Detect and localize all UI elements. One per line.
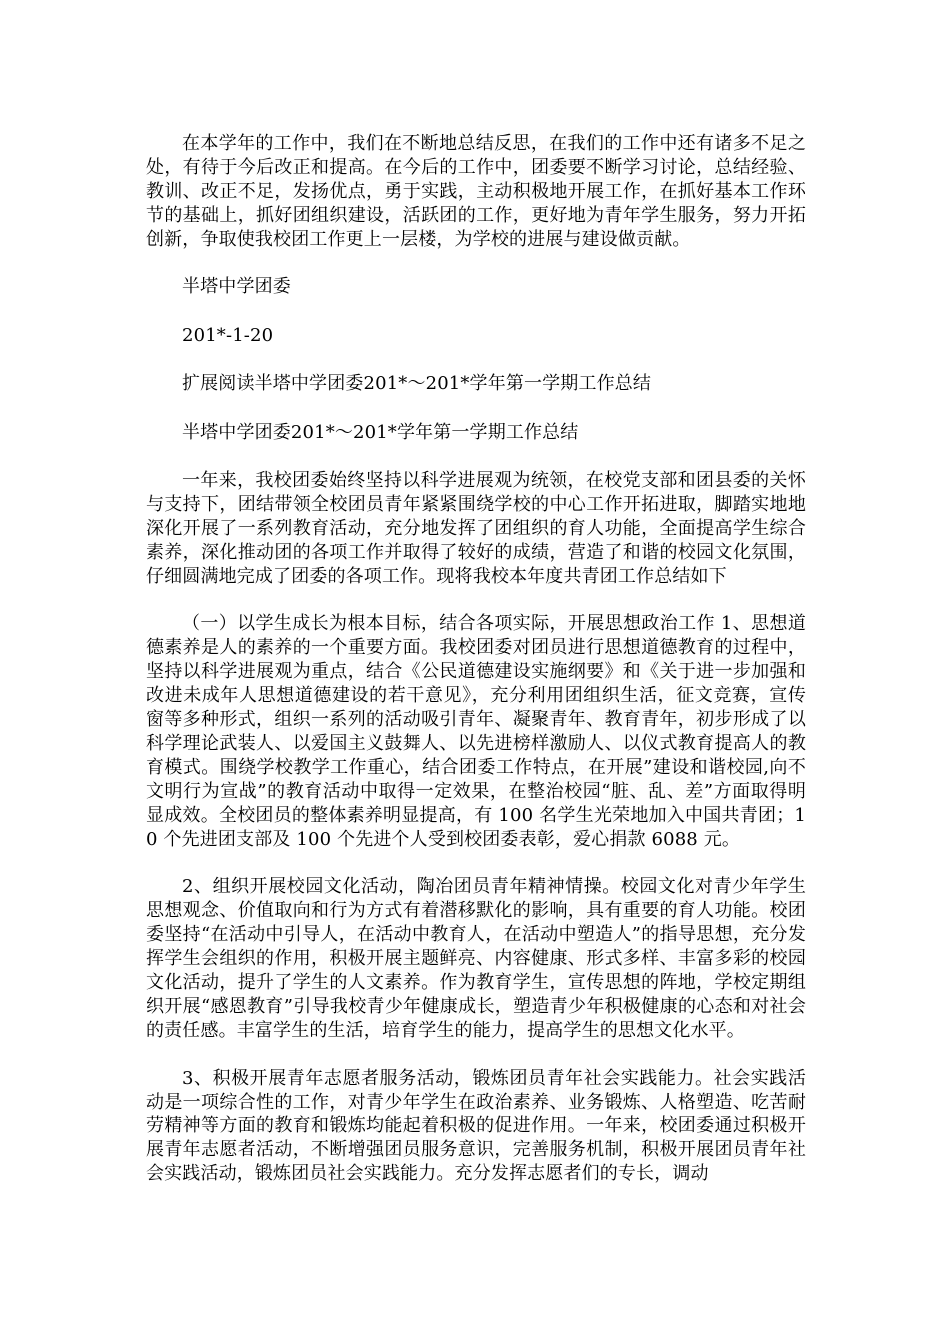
- paragraph-section-2: 2、组织开展校园文化活动，陶冶团员青年精神情操。校园文化对青少年学生思想观念、价值取向和行为方式有着潜移默化的影响，具有重要的育人功能。校团委坚持“在活动中引导人，在活动中教育人，在活动中塑造人”的指导思想，充分发挥学生会组织的作用，积极开展主题鲜亮、内容健康、形式多样、丰富多彩的校园文化活动，提升了学生的人文素养。作为教育学生，宣传思想的阵地，学校定期组织开展“感恩教育”引导我校青少年健康成长，塑造青少年积极健康的心态和对社会的责任感。丰富学生的生活，培育学生的能力，提高学生的思想文化水平。: [146, 876, 806, 1041]
- paragraph-intro: 一年来，我校团委始终坚持以科学进展观为统领，在校党支部和团县委的关怀与支持下，团结带领全校团员青年紧紧围绕学校的中心工作开拓进取，脚踏实地地深化开展了一系列教育活动，充分地发挥了团组织的育人功能，全面提高学生综合素养，深化推动团的各项工作并取得了较好的成绩，营造了和谐的校园文化氛围，仔细圆满地完成了团委的各项工作。现将我校本年度共青团工作总结如下: [146, 470, 806, 587]
- signature-organization: 半塔中学团委: [182, 276, 291, 298]
- paragraph-section-1: （一）以学生成长为根本目标，结合各项实际，开展思想政治工作 1、思想道德素养是人的素养的一个重要方面。我校团委对团员进行思想道德教育的过程中，坚持以科学进展观为重点，结合《公民道德建设实施纲要》和《关于进一步加强和改进未成年人思想道德建设的若干意见》，充分利用团组织生活，征文竞赛，宣传窗等多种形式，组织一系列的活动吸引青年、凝聚青年、教育青年，初步形成了以科学理论武装人、以爱国主义鼓舞人、以先进榜样激励人、以仪式教育提高人的教育模式。围绕学校教学工作重心，结合团委工作特点，在开展”建设和谐校园,向不文明行为宣战”的教育活动中取得一定效果，在整治校园“脏、乱、差”方面取得明显成效。全校团员的整体素养明显提高，有 100 名学生光荣地加入中国共青团；10 个先进团支部及 100 个先进个人受到校团委表彰，爱心捐款 6088 元。: [146, 613, 806, 850]
- signature-date: 201*-1-20: [182, 324, 274, 346]
- document-body: [146, 132, 806, 1210]
- extended-reading-heading: 扩展阅读半塔中学团委201*～201*学年第一学期工作总结: [182, 373, 652, 395]
- paragraph-conclusion: 在本学年的工作中，我们在不断地总结反思，在我们的工作中还有诸多不足之处，有待于今后改正和提高。在今后的工作中，团委要不断学习讨论，总结经验、教训、改正不足，发扬优点，勇于实践，主动积极地开展工作，在抓好基本工作环节的基础上，抓好团组织建设，活跃团的工作，更好地为青年学生服务，努力开拓创新，争取使我校团工作更上一层楼，为学校的进展与建设做贡献。: [146, 133, 806, 250]
- paragraph-section-3: 3、积极开展青年志愿者服务活动，锻炼团员青年社会实践能力。社会实践活动是一项综合性的工作，对青少年学生在政治素养、业务锻炼、人格塑造、吃苦耐劳精神等方面的教育和锻炼均能起着积极的促进作用。一年来，校团委通过积极开展青年志愿者活动，不断增强团员服务意识，完善服务机制，积极开展团员青年社会实践活动，锻炼团员社会实践能力。充分发挥志愿者们的专长，调动: [146, 1067, 806, 1185]
- document-title: 半塔中学团委201*～201*学年第一学期工作总结: [182, 421, 579, 443]
